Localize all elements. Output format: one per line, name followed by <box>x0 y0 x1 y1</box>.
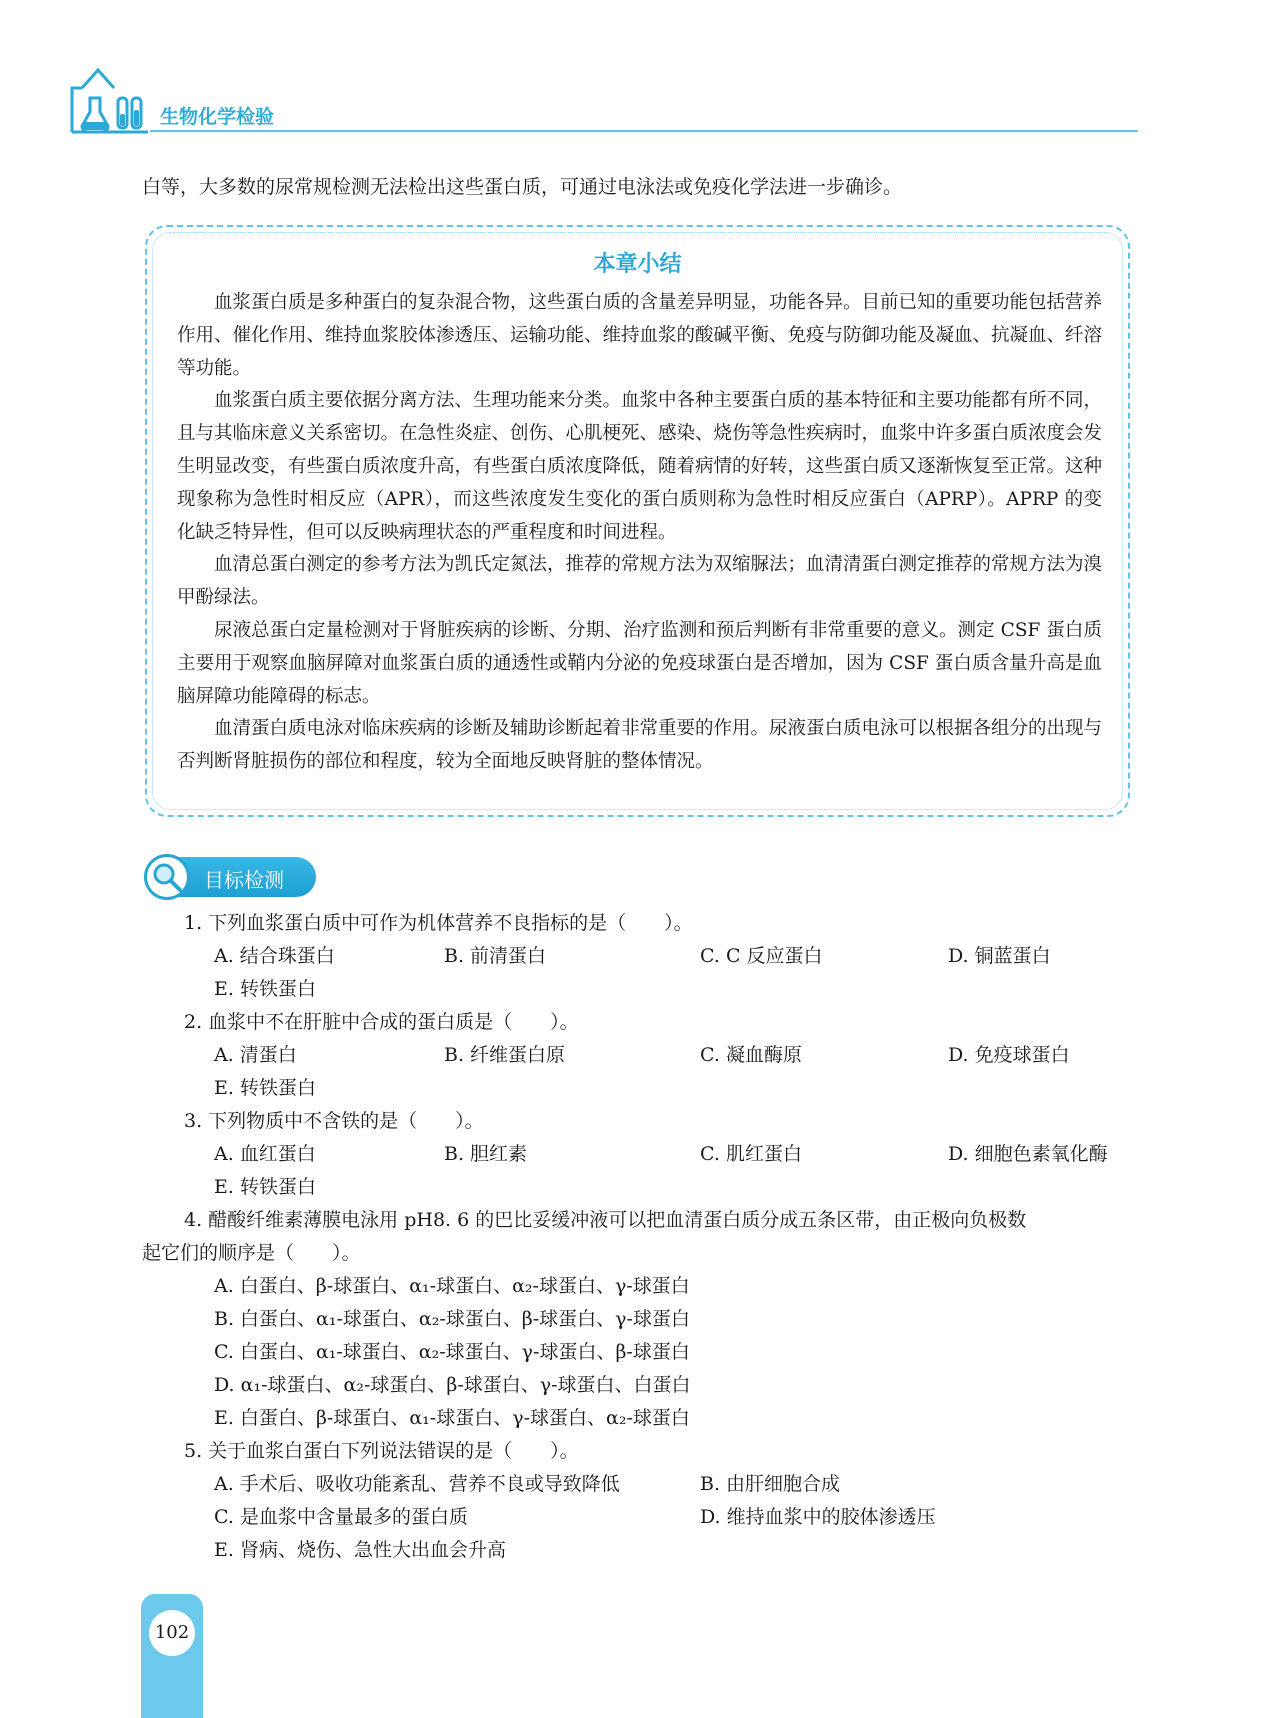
question-stem: 2. 血浆中不在肝脏中合成的蛋白质是（ ）。 <box>184 1011 579 1033</box>
chapter-summary-box <box>145 225 1130 817</box>
summary-body <box>177 287 1102 779</box>
summary-paragraph: 血清总蛋白测定的参考方法为凯氏定氮法，推荐的常规方法为双缩脲法；血清清蛋白测定推荐的常规方法为溴甲酚绿法。 <box>177 554 1103 609</box>
option-c: C. 肌红蛋白 <box>700 1143 802 1165</box>
question-stem: 3. 下列物质中不含铁的是（ ）。 <box>184 1110 484 1132</box>
page-number: 102 <box>149 1610 195 1656</box>
option-e: E. 转铁蛋白 <box>214 1176 316 1198</box>
magnifier-icon <box>144 854 190 900</box>
option-c: C. 凝血酶原 <box>700 1044 802 1066</box>
option-c: C. 白蛋白、α₁-球蛋白、α₂-球蛋白、γ-球蛋白、β-球蛋白 <box>214 1341 690 1363</box>
section-title: 目标检测 <box>204 868 284 892</box>
question-stem: 4. 醋酸纤维素薄膜电泳用 pH8. 6 的巴比妥缓冲液可以把血清蛋白质分成五条区带，由正极向负极数 <box>184 1209 1027 1231</box>
option-d: D. 铜蓝蛋白 <box>948 945 1051 967</box>
option-d: D. 细胞色素氧化酶 <box>948 1143 1108 1165</box>
intro-paragraph: 白等，大多数的尿常规检测无法检出这些蛋白质，可通过电泳法或免疫化学法进一步确诊。 <box>142 176 903 198</box>
option-c: C. C 反应蛋白 <box>700 945 823 967</box>
header-divider <box>150 130 1138 132</box>
option-e: E. 白蛋白、β-球蛋白、α₁-球蛋白、γ-球蛋白、α₂-球蛋白 <box>214 1407 690 1429</box>
option-e: E. 转铁蛋白 <box>214 1077 316 1099</box>
option-b: B. 前清蛋白 <box>444 945 547 967</box>
option-b: B. 白蛋白、α₁-球蛋白、α₂-球蛋白、β-球蛋白、γ-球蛋白 <box>214 1308 690 1330</box>
option-b: B. 胆红素 <box>444 1143 528 1165</box>
option-d: D. 维持血浆中的胶体渗透压 <box>700 1506 936 1528</box>
question-stem: 5. 关于血浆白蛋白下列说法错误的是（ ）。 <box>184 1440 579 1462</box>
option-a: A. 白蛋白、β-球蛋白、α₁-球蛋白、α₂-球蛋白、γ-球蛋白 <box>214 1275 690 1297</box>
page-header <box>68 58 1138 134</box>
summary-title: 本章小结 <box>593 252 682 277</box>
section-badge <box>144 854 316 900</box>
option-e: E. 肾病、烧伤、急性大出血会升高 <box>214 1539 506 1561</box>
option-c: C. 是血浆中含量最多的蛋白质 <box>214 1506 468 1528</box>
question-stem: 1. 下列血浆蛋白质中可作为机体营养不良指标的是（ ）。 <box>184 912 693 934</box>
summary-paragraph: 尿液总蛋白定量检测对于肾脏疾病的诊断、分期、治疗监测和预后判断有非常重要的意义。测定 CSF 蛋白质主要用于观察血脑屏障对血浆蛋白质的通透性或鞘内分泌的免疫球蛋白是否增加，因为 CSF 蛋白质含量升高是血脑屏障功能障碍的标志。 <box>177 619 1102 707</box>
summary-paragraph: 血浆蛋白质主要依据分离方法、生理功能来分类。血浆中各种主要蛋白质的基本特征和主要功能都有所不同，且与其临床意义关系密切。在急性炎症、创伤、心肌梗死、感染、烧伤等急性疾病时，血浆中许多蛋白质浓度会发生明显改变，有些蛋白质浓度升高，有些蛋白质浓度降低，随着病情的好转，这些蛋白质又逐渐恢复至正常。这种现象称为急性时相反应（APR），而这些浓度发生变化的蛋白质则称为急性时相反应蛋白（APRP）。APRP 的变化缺乏特异性，但可以反映病理状态的严重程度和时间进程。 <box>177 390 1103 543</box>
option-d: D. α₁-球蛋白、α₂-球蛋白、β-球蛋白、γ-球蛋白、白蛋白 <box>214 1374 691 1396</box>
summary-paragraph: 血清蛋白质电泳对临床疾病的诊断及辅助诊断起着非常重要的作用。尿液蛋白质电泳可以根据各组分的出现与否判断肾脏损伤的部位和程度，较为全面地反映肾脏的整体情况。 <box>177 718 1103 773</box>
summary-paragraph: 血浆蛋白质是多种蛋白的复杂混合物，这些蛋白质的含量差异明显，功能各异。目前已知的重要功能包括营养作用、催化作用、维持血浆胶体渗透压、运输功能、维持血浆的酸碱平衡、免疫与防御功能及凝血、抗凝血、纤溶等功能。 <box>177 292 1103 379</box>
lab-flask-icon <box>68 58 148 134</box>
option-a: A. 清蛋白 <box>214 1044 297 1066</box>
option-d: D. 免疫球蛋白 <box>948 1044 1070 1066</box>
option-b: B. 由肝细胞合成 <box>700 1473 841 1495</box>
option-a: A. 手术后、吸收功能紊乱、营养不良或导致降低 <box>214 1473 620 1495</box>
option-a: A. 血红蛋白 <box>214 1143 316 1165</box>
question-stem-continued: 起它们的顺序是（ ）。 <box>142 1242 361 1264</box>
book-title: 生物化学检验 <box>160 106 275 128</box>
page-tab <box>141 1594 203 1718</box>
option-a: A. 结合珠蛋白 <box>214 945 335 967</box>
option-e: E. 转铁蛋白 <box>214 978 316 1000</box>
option-b: B. 纤维蛋白原 <box>444 1044 566 1066</box>
